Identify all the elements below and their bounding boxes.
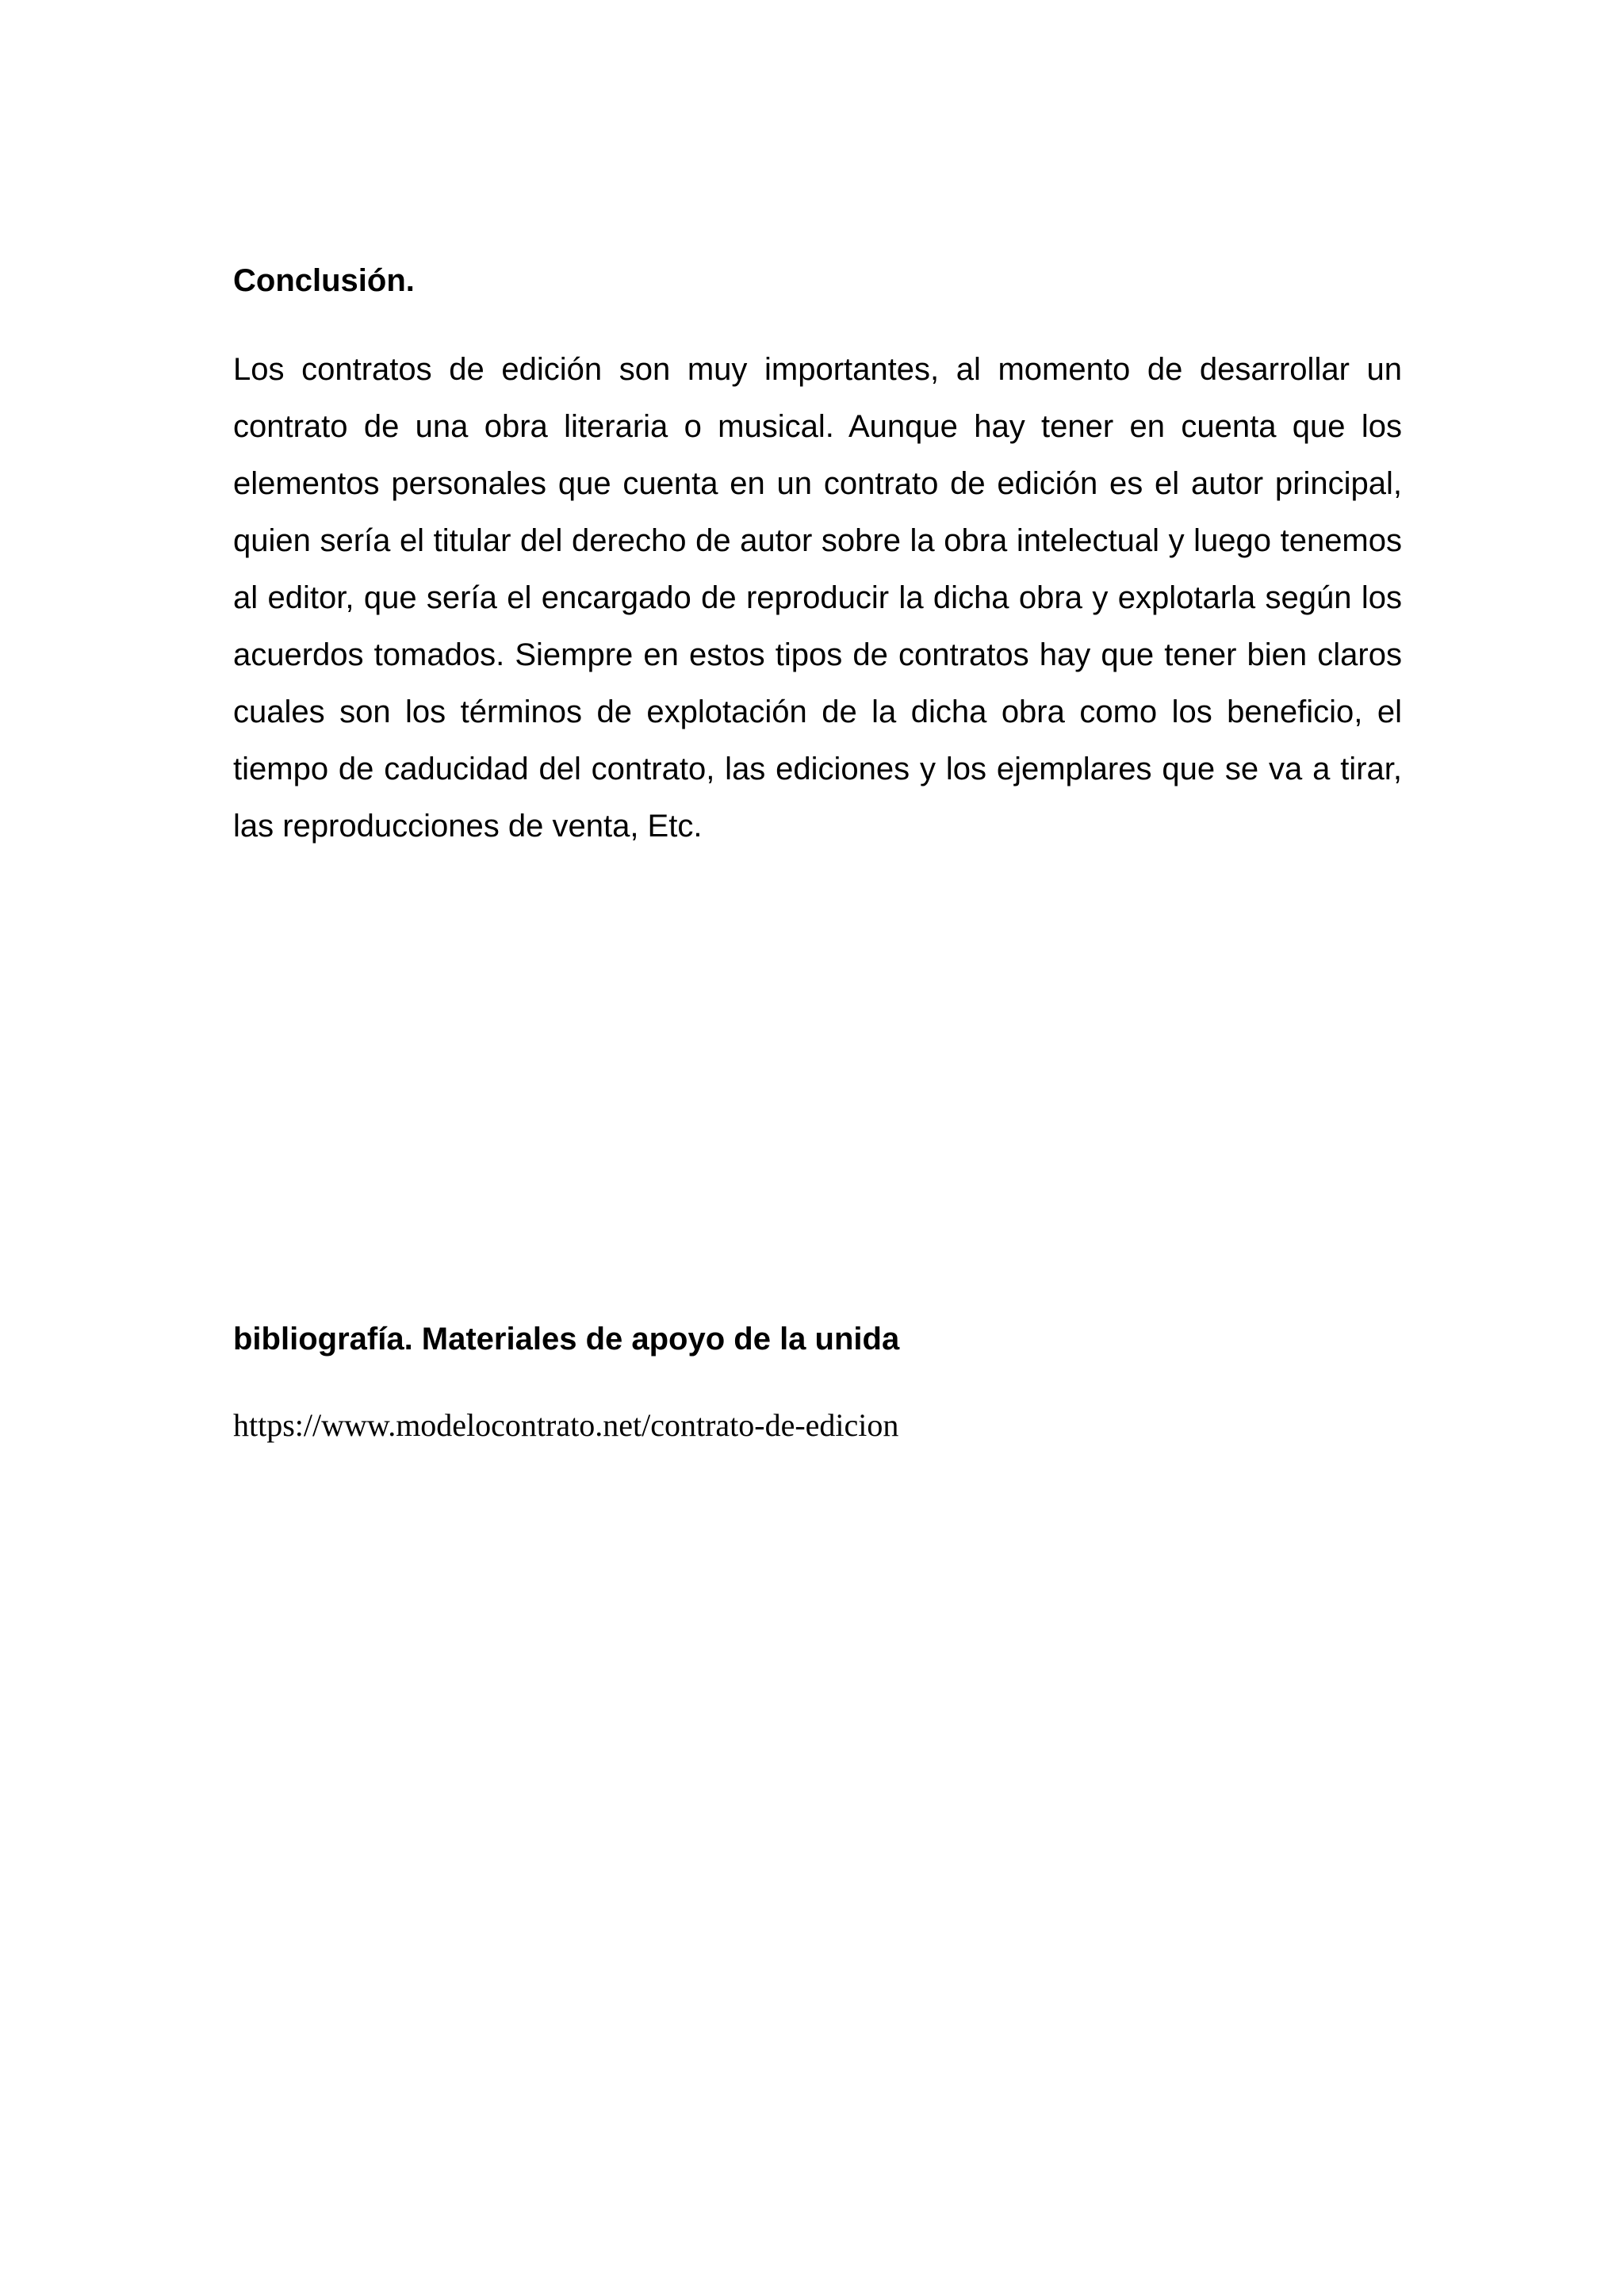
conclusion-heading: Conclusión.	[233, 263, 415, 298]
bibliography-heading: bibliografía. Materiales de apoyo de la unida	[233, 1322, 900, 1357]
conclusion-paragraph: Los contratos de edición son muy importantes, al momento de desarrollar un contrato de una obra literaria o musical. Aunque hay tener en cuenta que los elementos personales que cuenta en un contrato de edición es el autor principal, quien sería el titular del derecho de autor sobre la obra intelectual y luego tenemos al editor, que sería el encargado de reproducir la dicha obra y explotarla según los acuerdos tomados. Siempre en estos tipos de contratos hay que tener bien claros cuales son los términos de explotación de la dicha obra como los beneficio, el tiempo de caducidad del contrato, las ediciones y los ejemplares que se va a tirar, las reproducciones de venta, Etc.	[233, 352, 1402, 844]
bibliography-url: https://www.modelocontrato.net/contrato-de-edicion	[233, 1407, 899, 1443]
